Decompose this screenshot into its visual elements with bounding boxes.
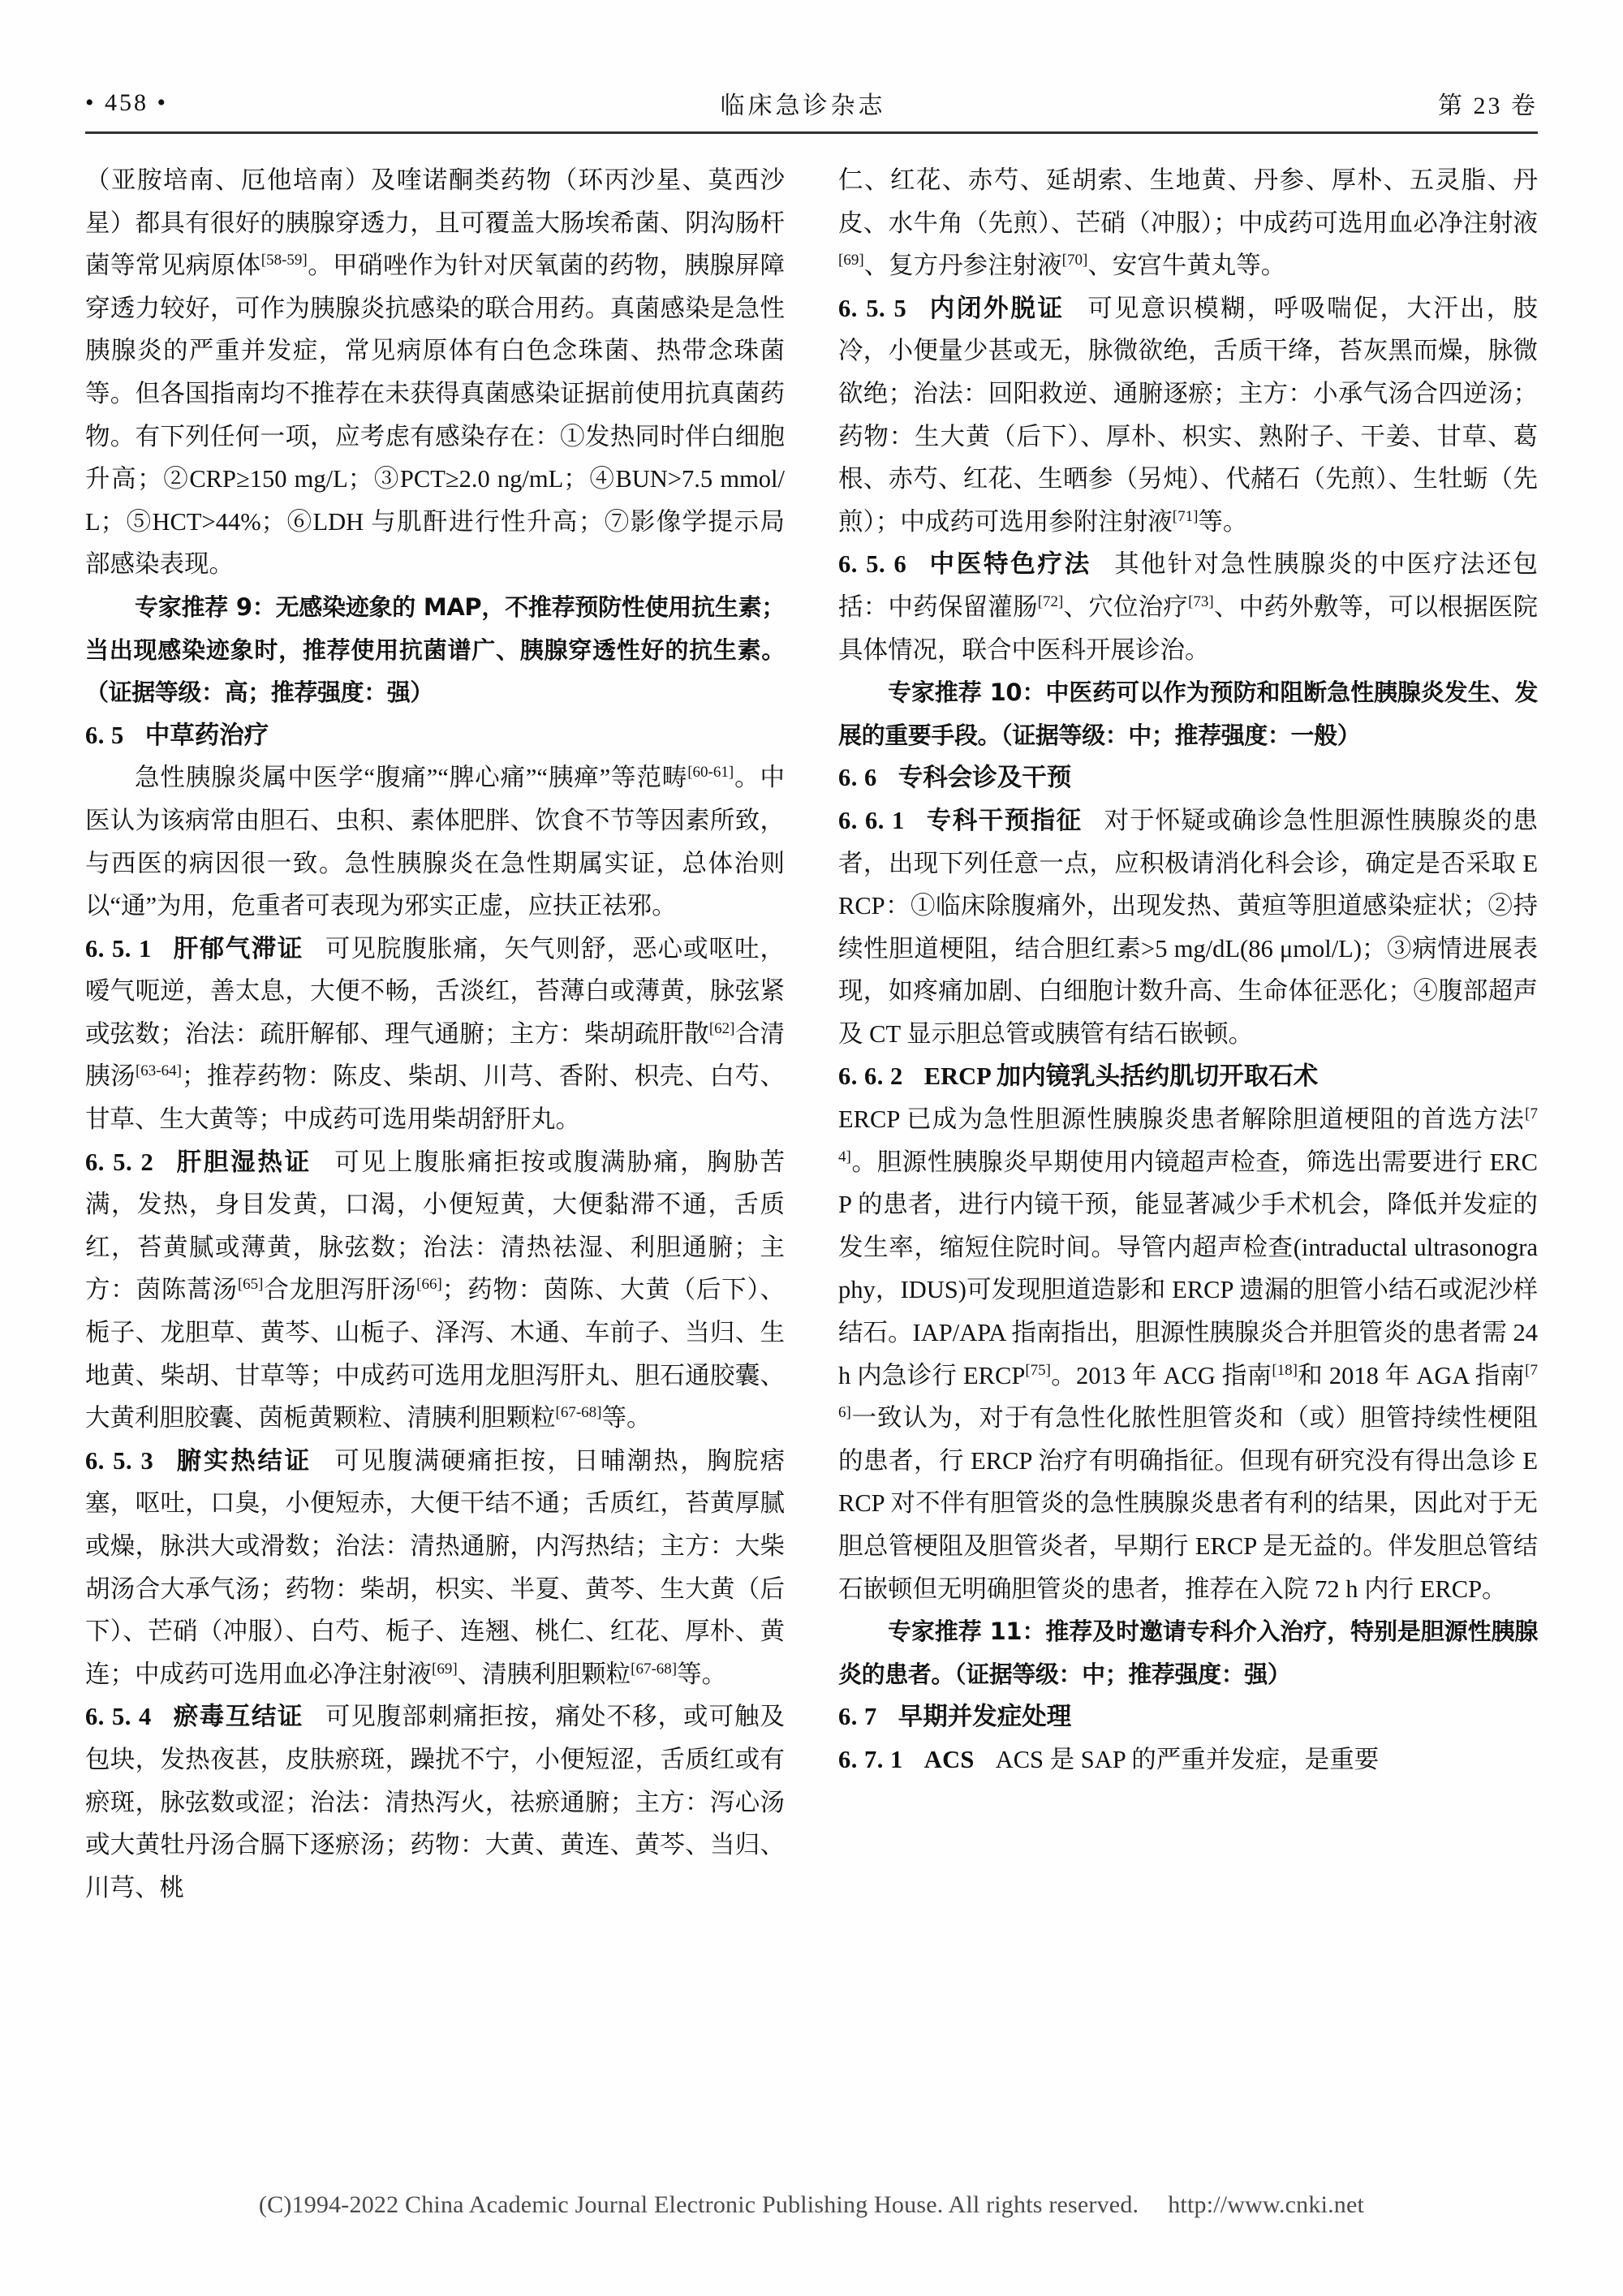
section-title-6-6: 专科会诊及干预 — [898, 764, 1072, 792]
section-6-5-6 — [838, 543, 1538, 671]
paragraph-ercp-text-b: 。胆源性胰腺炎早期使用内镜超声检查，筛选出需要进行 ERCP 的患者，进行内镜干预，能显著减少手术机会，降低并发症的发生率，缩短住院时间。导管内超声检查(intraductal ultrasonography，IDUS)可发现胆道造影和 ERCP 遗漏的胆管小结石或泥沙样结石。IAP/APA 指南指出，胆源性胰腺炎合并胆管炎的患者需 24 h 内急诊行 ERCP — [838, 1148, 1538, 1389]
section-heading-6-5 — [85, 714, 785, 757]
citation-ref: [67-68] — [555, 1404, 602, 1422]
section-6-5-5 — [838, 287, 1538, 544]
copyright-footer — [0, 2191, 1623, 2219]
section-number-6-5: 6. 5 — [85, 721, 124, 749]
expert-recommendation-9: 专家推荐 9：无感染迹象的 MAP，不推荐预防性使用抗生素；当出现感染迹象时，推荐使用抗菌谱广、胰腺穿透性好的抗生素。（证据等级：高；推荐强度：强） — [85, 592, 785, 707]
volume-label: 第 23 卷 — [1437, 93, 1538, 119]
section-6-5-6-text-a: 其他针对急性胰腺炎的中医疗法还包括：中药保留灌肠 — [838, 550, 1538, 621]
section-title-6-5-1: 肝郁气滞证 — [172, 934, 304, 963]
citation-ref: [69] — [432, 1660, 458, 1678]
section-title-6-5-4: 瘀毒互结证 — [172, 1703, 304, 1731]
paragraph-ercp-text-c: 。2013 年 ACG 指南 — [1050, 1361, 1272, 1389]
section-number-6-5-4: 6. 5. 4 — [85, 1703, 152, 1731]
citation-ref: [72] — [1037, 592, 1064, 610]
section-6-5-2-text-b: 合龙胆泻肝汤 — [263, 1276, 417, 1304]
section-6-5-3-text-b: 、清胰利胆颗粒 — [457, 1660, 631, 1688]
section-heading-6-7 — [838, 1695, 1538, 1738]
paragraph-antibiotics — [85, 159, 785, 586]
citation-ref: [66] — [416, 1276, 442, 1294]
paragraph-herbs-continued — [838, 159, 1538, 287]
section-number-6-5-2: 6. 5. 2 — [85, 1148, 154, 1176]
section-6-5-5-text-b: 等。 — [1198, 507, 1248, 536]
section-6-5-5-text-a: 可见意识模糊，呼吸喘促，大汗出，肢冷，小便量少甚或无，脉微欲绝，舌质干绛，苔灰黑而燥，脉微欲绝；治法：回阳救逆、通腑逐瘀；主方：小承气汤合四逆汤；药物：生大黄（后下）、厚朴、枳实、熟附子、干姜、甘草、葛根、赤芍、红花、生晒参（另炖）、代赭石（先煎）、生牡蛎（先煎）；中成药可选用参附注射液 — [838, 294, 1539, 536]
paragraph-tcm-overview-b: 。中医认为该病常由胆石、虫积、素体肥胖、饮食不节等因素所致，与西医的病因很一致。急性胰腺炎在急性期属实证，总体治则以“通”为用，危重者可表现为邪实正虚，应扶正祛邪。 — [85, 764, 786, 920]
section-6-5-3-text-a: 可见腹满硬痛拒按，日晡潮热，胸脘痞塞，呕吐，口臭，小便短赤，大便干结不通；舌质红，苔黄厚腻或燥，脉洪大或滑数；治法：清热通腑，内泻热结；主方：大柴胡汤合大承气汤；药物：柴胡，枳实、半夏、黄芩、生大黄（后下）、芒硝（冲服）、白芍、栀子、连翘、桃仁、红花、厚朴、黄连；中成药可选用血必净注射液 — [85, 1446, 786, 1688]
paragraph-antibiotics-text-b: 。甲硝唑作为针对厌氧菌的药物，胰腺屏障穿透力较好，可作为胰腺炎抗感染的联合用药。真菌感染是急性胰腺炎的严重并发症，常见病原体有白色念珠菌、热带念珠菌等。但各国指南均不推荐在未获得真菌感染证据前使用抗真菌药物。有下列任何一项，应考虑有感染存在：①发热同时伴白细胞升高；②CRP≥150 mg/L；③PCT≥2.0 ng/mL；④BUN>7.5 mmol/L；⑤HCT>44%；⑥LDH 与肌酐进行性升高；⑦影像学提示局部感染表现。 — [85, 252, 786, 579]
section-number-6-7: 6. 7 — [838, 1703, 877, 1731]
paragraph-ercp-text-a: ERCP 已成为急性胆源性胰腺炎患者解除胆道梗阻的首选方法 — [838, 1105, 1526, 1134]
section-number-6-6-1: 6. 6. 1 — [838, 806, 905, 834]
section-number-6-5-5: 6. 5. 5 — [838, 294, 907, 322]
section-title-6-5-3: 腑实热结证 — [174, 1446, 312, 1475]
paragraph-tcm-overview-a: 急性胰腺炎属中医学“腹痛”“脾心痛”“胰瘅”等范畴 — [135, 764, 688, 792]
citation-ref: [76] — [838, 1361, 1538, 1422]
section-6-5-2-text-d: 等。 — [601, 1404, 652, 1432]
section-title-6-5: 中草药治疗 — [144, 721, 269, 749]
paragraph-herbs-text-a: 仁、红花、赤芍、延胡索、生地黄、丹参、厚朴、五灵脂、丹皮、水牛角（先煎）、芒硝（冲服）；中成药可选用血必净注射液 — [838, 166, 1538, 237]
citation-ref: [67-68] — [631, 1660, 678, 1678]
section-title-6-5-5: 内闭外脱证 — [928, 294, 1065, 322]
section-number-6-5-6: 6. 5. 6 — [838, 550, 907, 579]
citation-ref: [75] — [1025, 1361, 1051, 1379]
section-6-5-3-text-c: 等。 — [677, 1660, 727, 1688]
paragraph-herbs-text-c: 、安宫牛黄丸等。 — [1087, 252, 1286, 280]
section-6-6-1-text: 对于怀疑或确诊急性胆源性胰腺炎的患者，出现下列任意一点，应积极请消化科会诊，确定是否采取 ERCP：①临床除腹痛外，出现发热、黄疸等胆道感染症状；②持续性胆道梗阻，结合胆红素>5 mg/dL(86 μmol/L)；③病情进展表现，如疼痛加剧、白细胞计数升高、生命体征恶化；④腹部超声及 CT 显示胆总管或胰管有结石嵌顿。 — [838, 806, 1539, 1048]
left-column — [85, 159, 785, 2131]
section-6-7-1-text: ACS 是 SAP 的严重并发症，是重要 — [995, 1745, 1380, 1773]
citation-ref: [70] — [1061, 252, 1088, 269]
citation-ref: [69] — [838, 252, 864, 269]
citation-ref: [73] — [1188, 592, 1214, 610]
section-6-5-6-text-c: 、中药外敷等，可以根据医院具体情况，联合中医科开展诊治。 — [838, 592, 1539, 664]
copyright-text: (C)1994-2022 China Academic Journal Electronic Publishing House. All rights reserved. — [258, 2191, 1139, 2218]
body-columns — [85, 159, 1538, 2131]
running-head — [85, 80, 1538, 127]
section-6-7-1 — [838, 1738, 1538, 1781]
citation-ref: [74] — [838, 1105, 1538, 1165]
section-title-6-5-2: 肝胆湿热证 — [174, 1148, 312, 1176]
section-6-5-6-text-b: 、穴位治疗 — [1063, 592, 1189, 621]
section-6-5-4 — [85, 1695, 785, 1909]
section-heading-6-6 — [838, 756, 1538, 799]
section-number-6-6-2: 6. 6. 2 — [838, 1062, 903, 1091]
section-title-6-5-6: 中医特色疗法 — [928, 550, 1091, 579]
paragraph-tcm-overview — [85, 756, 785, 927]
section-title-6-6-2: ERCP 加内镜乳头括约肌切开取石术 — [923, 1062, 1319, 1091]
section-title-6-6-1: 专科干预指征 — [925, 806, 1083, 834]
citation-ref: [63-64] — [135, 1062, 182, 1080]
section-6-5-3 — [85, 1440, 785, 1696]
citation-ref: [18] — [1272, 1361, 1298, 1379]
section-6-5-1-text-a: 可见脘腹胀痛，矢气则舒，恶心或呕吐，嗳气呃逆，善太息，大便不畅，舌淡红，苔薄白或薄黄，脉弦紧或弦数；治法：疏肝解郁、理气通腑；主方：柴胡疏肝散 — [85, 934, 786, 1048]
section-6-5-2-text-c: ；药物：茵陈、大黄（后下）、栀子、龙胆草、黄芩、山栀子、泽泻、木通、车前子、当归、生地黄、柴胡、甘草等；中成药可选用龙胆泻肝丸、胆石通胶囊、大黄利胆胶囊、茵栀黄颗粒、清胰利胆颗粒 — [85, 1276, 786, 1432]
expert-recommendation-10: 专家推荐 10：中医药可以作为预防和阻断急性胰腺炎发生、发展的重要手段。（证据等级：中；推荐强度：一般） — [838, 678, 1538, 749]
page-number: • 458 • — [85, 89, 169, 116]
cnki-url[interactable]: http://www.cnki.net — [1168, 2191, 1365, 2218]
citation-ref: [58-59] — [260, 252, 308, 269]
paragraph-herbs-text-b: 、复方丹参注射液 — [863, 252, 1062, 280]
citation-ref: [71] — [1172, 507, 1199, 525]
section-title-6-7-1: ACS — [923, 1745, 975, 1773]
citation-ref: [62] — [708, 1019, 735, 1037]
section-number-6-5-3: 6. 5. 3 — [85, 1446, 154, 1475]
citation-ref: [60-61] — [687, 764, 734, 782]
paragraph-ercp — [838, 1098, 1538, 1610]
section-number-6-7-1: 6. 7. 1 — [838, 1745, 903, 1773]
section-6-5-1-text-b: 合清胰汤 — [85, 1019, 786, 1091]
section-6-6-1 — [838, 799, 1538, 1056]
section-6-5-2-text-a: 可见上腹胀痛拒按或腹满胁痛，胸胁苦满，发热，身目发黄，口渴，小便短黄，大便黏滞不通，舌质红，苔黄腻或薄黄，脉弦数；治法：清热祛湿、利胆通腑；主方：茵陈蒿汤 — [85, 1148, 786, 1304]
paragraph-ercp-text-d: 和 2018 年 AGA 指南 — [1297, 1361, 1526, 1389]
section-6-5-1-text-c: ；推荐药物：陈皮、柴胡、川芎、香附、枳壳、白芍、甘草、生大黄等；中成药可选用柴胡舒肝丸。 — [85, 1062, 786, 1134]
section-title-6-7: 早期并发症处理 — [898, 1703, 1072, 1731]
header-divider — [85, 131, 1538, 134]
expert-recommendation-11: 专家推荐 11：推荐及时邀请专科介入治疗，特别是胆源性胰腺炎的患者。（证据等级：中；推荐强度：强） — [838, 1618, 1538, 1688]
section-number-6-6: 6. 6 — [838, 764, 877, 792]
section-heading-6-6-2 — [838, 1055, 1538, 1098]
section-6-5-4-text: 可见腹部刺痛拒按，痛处不移，或可触及包块，发热夜甚，皮肤瘀斑，躁扰不宁，小便短涩，舌质红或有瘀斑，脉弦数或涩；治法：清热泻火，祛瘀通腑；主方：泻心汤或大黄牡丹汤合膈下逐瘀汤；药物：大黄、黄连、黄芩、当归、川芎、桃 — [85, 1703, 786, 1902]
paragraph-ercp-text-e: 一致认为，对于有急性化脓性胆管炎和（或）胆管持续性梗阻的患者，行 ERCP 治疗有明确指征。但现有研究没有得出急诊 ERCP 对不伴有胆管炎的急性胰腺炎患者有利的结果，因此对于无胆总管梗阻及胆管炎者，早期行 ERCP 是无益的。伴发胆总管结石嵌顿但无明确胆管炎的患者，推荐在入院 72 h 内行 ERCP。 — [838, 1404, 1538, 1603]
paragraph-antibiotics-text-a: （亚胺培南、厄他培南）及喹诺酮类药物（环丙沙星、莫西沙星）都具有很好的胰腺穿透力，且可覆盖大肠埃希菌、阴沟肠杆菌等常见病原体 — [85, 166, 785, 280]
section-number-6-5-1: 6. 5. 1 — [85, 934, 152, 963]
right-column — [838, 159, 1538, 2131]
citation-ref: [65] — [237, 1276, 264, 1294]
section-6-5-2 — [85, 1141, 785, 1440]
section-6-5-1 — [85, 928, 785, 1141]
journal-title: 临床急诊杂志 — [720, 93, 886, 119]
